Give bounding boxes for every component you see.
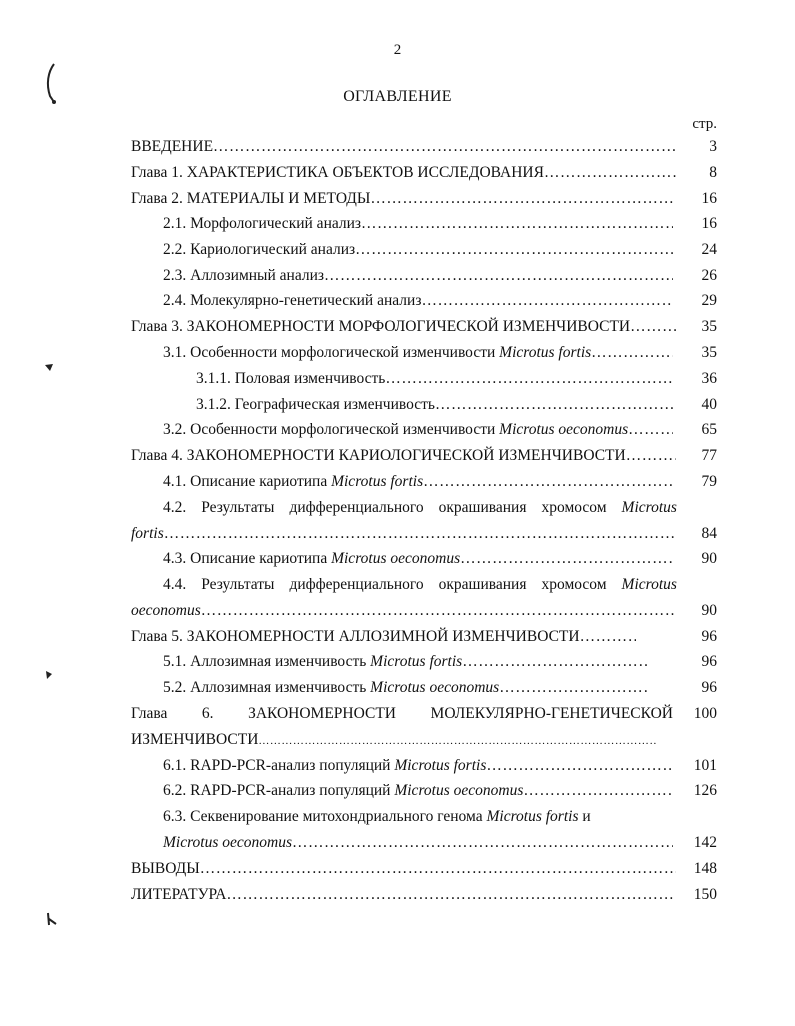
leader-dots — [523, 782, 673, 800]
leader-dots — [201, 602, 676, 620]
toc-entry-text: 5.2. Аллозимная изменчивость Microtus oeconomus — [163, 679, 500, 696]
page-number: 2 — [393, 42, 402, 58]
toc-entry-text: Глава 3. ЗАКОНОМЕРНОСТИ МОРФОЛОГИЧЕСКОЙ ИЗМЕНЧИВОСТИ — [131, 318, 631, 335]
toc-entry — [131, 138, 717, 160]
toc-entry — [163, 267, 717, 289]
toc-entry — [163, 576, 677, 598]
toc-page-number: 8 — [709, 164, 717, 181]
toc-page-number: 101 — [693, 757, 717, 774]
toc-entry — [163, 653, 717, 675]
toc-page-number: 96 — [701, 679, 717, 696]
toc-page-number: 100 — [693, 705, 717, 722]
toc-entry — [196, 396, 717, 418]
toc-entry-text: Глава 6. ЗАКОНОМЕРНОСТИ МОЛЕКУЛЯРНО-ГЕНЕТИЧЕСКОЙ — [131, 705, 673, 722]
leader-dots — [462, 653, 648, 671]
toc-page-number: 3 — [709, 138, 717, 155]
toc-entry-text: ВВЕДЕНИЕ — [131, 138, 214, 155]
leader-dots — [544, 164, 676, 182]
leader-dots — [435, 396, 673, 414]
toc-entry — [163, 421, 717, 443]
leader-dots — [628, 421, 673, 439]
toc-entry-text: Глава 1. ХАРАКТЕРИСТИКА ОБЪЕКТОВ ИССЛЕДОВАНИЯ — [131, 164, 544, 181]
leader-dots — [591, 344, 673, 362]
leader-dots — [385, 370, 673, 388]
toc-entry — [163, 241, 717, 263]
leader-dots — [460, 550, 673, 568]
toc-entry — [131, 860, 717, 882]
toc-page-number: 26 — [701, 267, 717, 284]
toc-page-number: 126 — [693, 782, 717, 799]
toc-entry — [163, 757, 717, 779]
toc-page-number: 77 — [701, 447, 717, 464]
leader-dots — [226, 886, 676, 904]
toc-entry-text: ИЗМЕНЧИВОСТИ — [131, 731, 259, 748]
toc-page-number: 35 — [701, 344, 717, 361]
toc-entry — [131, 705, 717, 727]
toc-entry-text: 4.1. Описание кариотипа Microtus fortis — [163, 473, 424, 490]
toc-entry-text: Глава 2. МАТЕРИАЛЫ И МЕТОДЫ — [131, 190, 371, 207]
toc-entry — [163, 808, 717, 830]
toc-entry — [163, 782, 717, 804]
toc-entry-text: 4.4. Результаты дифференциального окрашивания хромосом Microtus — [163, 576, 677, 593]
toc-entry — [131, 447, 717, 469]
toc-entry-text: 4.2. Результаты дифференциального окрашивания хромосом Microtus — [163, 499, 677, 516]
toc-entry-text: 4.3. Описание кариотипа Microtus oeconomus — [163, 550, 461, 567]
scan-mark-bracket — [40, 62, 62, 106]
toc-entry-text: fortis — [131, 525, 164, 542]
toc-entry-text: oeconomus — [131, 602, 201, 619]
toc-page-number: 84 — [701, 525, 717, 542]
leader-dots — [630, 318, 676, 336]
toc-page-number: 96 — [701, 653, 717, 670]
leader-dots — [361, 215, 673, 233]
leader-dots — [423, 473, 673, 491]
toc-entry — [131, 190, 717, 212]
page-title: ОГЛАВЛЕНИЕ — [343, 88, 452, 105]
toc-entry — [163, 344, 717, 366]
leader-dots — [213, 138, 676, 156]
toc-entry-text: 2.1. Морфологический анализ — [163, 215, 362, 232]
toc-entry — [163, 499, 677, 521]
toc-entry-text: ВЫВОДЫ — [131, 860, 200, 877]
scan-mark-dot — [44, 362, 54, 372]
toc-page-number: 90 — [701, 550, 717, 567]
toc-page-number: 96 — [701, 628, 717, 645]
leader-dots — [370, 190, 676, 208]
toc-page-number: 65 — [701, 421, 717, 438]
toc-entry-continuation — [131, 525, 717, 547]
toc-entry-text: 5.1. Аллозимная изменчивость Microtus fortis — [163, 653, 463, 670]
toc-entry-text: ЛИТЕРАТУРА — [131, 886, 227, 903]
leader-dots — [626, 447, 676, 465]
toc-entry — [163, 215, 717, 237]
toc-entry — [131, 628, 717, 650]
toc-page-number: 79 — [701, 473, 717, 490]
leader-dots — [499, 679, 648, 697]
toc-page-number: 16 — [701, 215, 717, 232]
toc-entry-continuation — [131, 602, 717, 624]
toc-entry-continuation — [163, 834, 717, 856]
toc-entry — [163, 473, 717, 495]
toc-entry-text: 2.3. Аллозимный анализ — [163, 267, 324, 284]
toc-entry-text: 3.2. Особенности морфологической изменчивости Microtus oeconomus — [163, 421, 629, 438]
leader-dots — [580, 628, 636, 646]
toc-page-number: 90 — [701, 602, 717, 619]
toc-page-number: 24 — [701, 241, 717, 258]
leader-dots — [421, 292, 673, 310]
toc-page-number: 35 — [701, 318, 717, 335]
toc-entry — [131, 164, 717, 186]
scan-mark-dot — [46, 912, 58, 926]
scan-mark-dot — [44, 670, 54, 680]
toc-entry-text: 6.1. RAPD-PCR-анализ популяций Microtus fortis — [163, 757, 487, 774]
leader-dots — [258, 735, 656, 747]
toc-entry-continuation — [131, 731, 717, 753]
page-column-label: стр. — [692, 116, 717, 132]
toc-page-number: 40 — [701, 396, 717, 413]
toc-page-number: 142 — [693, 834, 717, 851]
toc-page-number: 36 — [701, 370, 717, 387]
toc-entry — [163, 679, 717, 701]
toc-entry — [131, 886, 717, 908]
toc-page-number: 150 — [693, 886, 717, 903]
toc-entry — [131, 318, 717, 340]
toc-page-number: 16 — [701, 190, 717, 207]
toc-entry-text: Глава 4. ЗАКОНОМЕРНОСТИ КАРИОЛОГИЧЕСКОЙ ИЗМЕНЧИВОСТИ — [131, 447, 626, 464]
leader-dots — [486, 757, 673, 775]
toc-page-number: 148 — [693, 860, 717, 877]
toc-entry-text: Microtus oeconomus — [163, 834, 293, 851]
toc-entry-text: 6.3. Секвенирование митохондриального генома Microtus fortis и — [163, 808, 591, 825]
leader-dots — [355, 241, 673, 259]
leader-dots — [324, 267, 673, 285]
toc-entry — [163, 292, 717, 314]
toc-entry — [196, 370, 717, 392]
toc-entry-text: 2.2. Кариологический анализ — [163, 241, 356, 258]
toc-entry-text: 3.1. Особенности морфологической изменчивости Microtus fortis — [163, 344, 592, 361]
toc-entry-text: 3.1.2. Географическая изменчивость — [196, 396, 435, 413]
leader-dots — [292, 834, 673, 852]
toc-entry-text: 6.2. RAPD-PCR-анализ популяций Microtus oeconomus — [163, 782, 524, 799]
toc-entry-text: 3.1.1. Половая изменчивость — [196, 370, 386, 387]
toc-entry — [163, 550, 717, 572]
leader-dots — [200, 860, 676, 878]
leader-dots — [164, 525, 676, 543]
toc-entry-text: Глава 5. ЗАКОНОМЕРНОСТИ АЛЛОЗИМНОЙ ИЗМЕНЧИВОСТИ — [131, 628, 580, 645]
toc-entry-text: 2.4. Молекулярно-генетический анализ — [163, 292, 422, 309]
toc-page-number: 29 — [701, 292, 717, 309]
